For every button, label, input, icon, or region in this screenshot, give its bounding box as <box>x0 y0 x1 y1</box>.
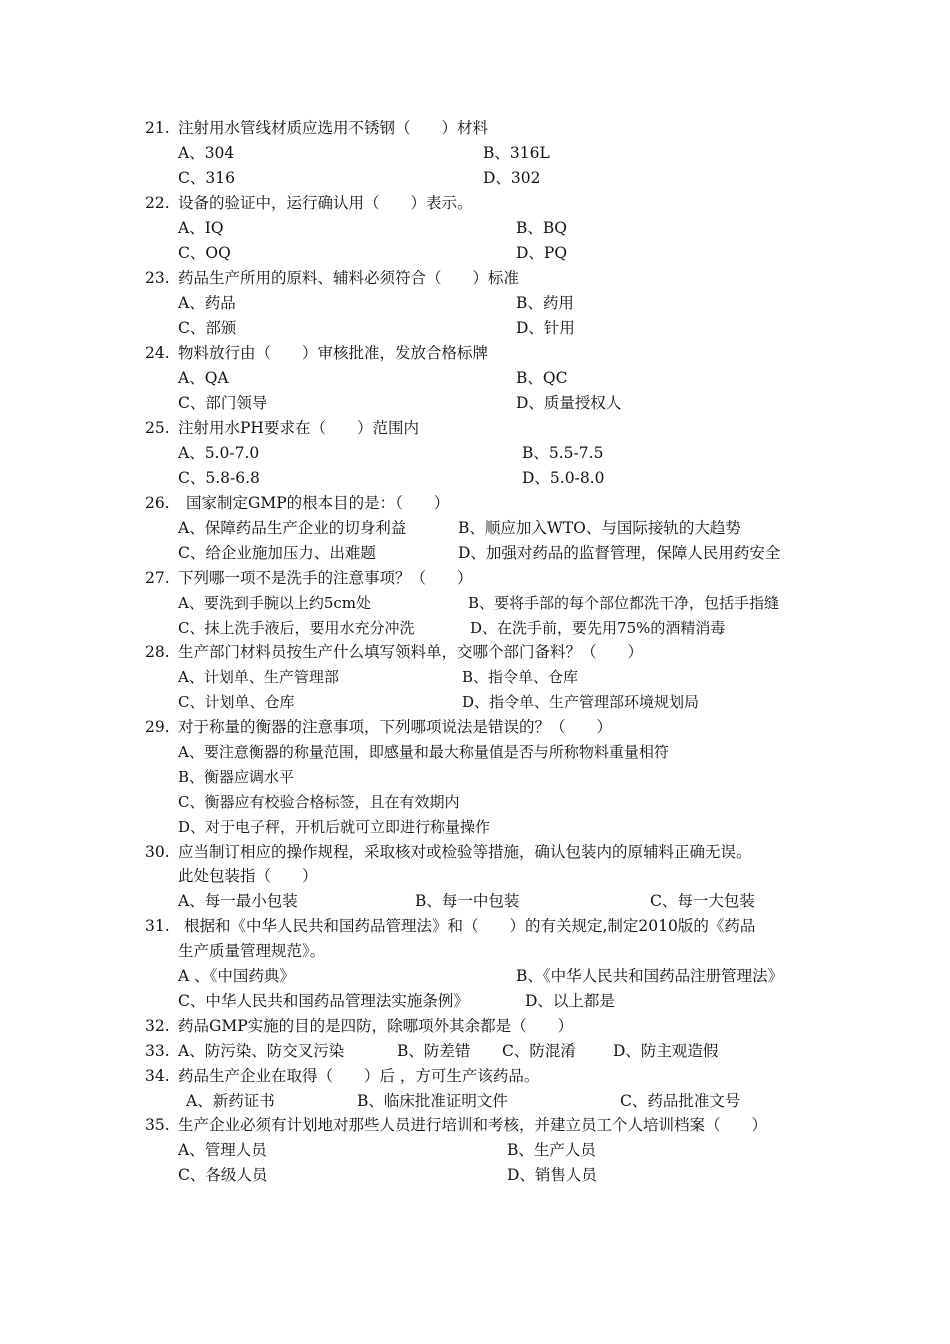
option-c: C、316 <box>178 169 235 187</box>
option-a: A、新药证书 <box>186 1092 275 1110</box>
question-text: 药品生产所用的原料、辅料必须符合（ ）标准 <box>178 269 520 287</box>
question-number: 30. <box>145 843 170 861</box>
option-b: B、临床批准证明文件 <box>357 1092 508 1110</box>
option-b: B、《中华人民共和国药品注册管理法》 <box>516 967 784 985</box>
option-b: B、316L <box>483 144 550 162</box>
option-d: D、5.0-8.0 <box>522 469 605 487</box>
option-d: D、以上都是 <box>525 992 615 1010</box>
option-c: C、每一大包装 <box>650 892 755 910</box>
question-text: 国家制定GMP的根本目的是：（ ） <box>186 494 450 512</box>
question-number: 23. <box>145 269 170 287</box>
question-number: 27. <box>145 569 170 587</box>
question-number: 32. <box>145 1017 170 1035</box>
option-b: B、要将手部的每个部位都洗干净，包括手指缝 <box>468 594 780 612</box>
question-text: 根据和《中华人民共和国药品管理法》和（ ）的有关规定,制定2010版的《药品 <box>184 917 756 935</box>
option-c: C、部门领导 <box>178 394 268 412</box>
option-c: C、防混淆 <box>502 1042 576 1060</box>
option-c: C、给企业施加压力、出难题 <box>178 544 376 562</box>
question-text: 应当制订相应的操作规程，采取核对或检验等措施，确认包装内的原辅料正确无误。 <box>178 843 752 861</box>
option-b: B、BQ <box>516 219 567 237</box>
question-text-continued: 此处包装指（ ） <box>178 867 318 885</box>
option-b: B、防差错 <box>397 1042 471 1060</box>
option-b: B、每一中包装 <box>415 892 520 910</box>
question-number: 24. <box>145 344 170 362</box>
question-number: 34. <box>145 1067 170 1085</box>
option-b: B、生产人员 <box>507 1141 596 1159</box>
option-a: A、防污染、防交叉污染 <box>178 1042 345 1060</box>
option-c: C、部颁 <box>178 319 237 337</box>
option-a: A、保障药品生产企业的切身利益 <box>178 519 407 537</box>
question-number: 29. <box>145 718 170 736</box>
option-a: A、QA <box>178 369 229 387</box>
question-number: 31. <box>145 917 170 935</box>
option-c: C、5.8-6.8 <box>178 469 260 487</box>
option-d: D、302 <box>483 169 541 187</box>
option-d: D、指令单、生产管理部环境规划局 <box>462 693 700 711</box>
option-b: B、指令单、仓库 <box>462 668 579 686</box>
option-c: C、各级人员 <box>178 1166 268 1184</box>
option-c: C、中华人民共和国药品管理法实施条例》 <box>178 992 469 1010</box>
question-text: 下列哪一项不是洗手的注意事项？（ ） <box>178 569 473 587</box>
option-d: D、在洗手前，要先用75%的酒精消毒 <box>470 619 726 637</box>
question-number: 22. <box>145 194 170 212</box>
question-text: 生产部门材料员按生产什么填写领料单，交哪个部门备料？（ ） <box>178 643 644 661</box>
question-text: 对于称量的衡器的注意事项，下列哪项说法是错误的？（ ） <box>178 718 613 736</box>
question-number: 25. <box>145 419 170 437</box>
option-a: A、每一最小包装 <box>178 892 298 910</box>
option-b: B、5.5-7.5 <box>522 444 604 462</box>
option-c: C、抹上洗手液后，要用水充分冲洗 <box>178 619 415 637</box>
option-d: D、质量授权人 <box>516 394 622 412</box>
question-number: 26. <box>145 494 170 512</box>
option-b: B、衡器应调水平 <box>178 768 295 786</box>
question-text: 药品生产企业在取得（ ）后 ，方可生产该药品。 <box>178 1067 540 1085</box>
question-text: 生产企业必须有计划地对那些人员进行培训和考核，并建立员工个人培训档案（ ） <box>178 1116 768 1134</box>
question-text: 物料放行由（ ）审核批准，发放合格标牌 <box>178 344 489 362</box>
question-text: 药品GMP实施的目的是四防，除哪项外其余都是（ ） <box>178 1017 574 1035</box>
option-d: D、加强对药品的监督管理，保障人民用药安全 <box>458 544 781 562</box>
option-a: A、304 <box>178 144 235 162</box>
option-a: A、要洗到手腕以上约5cm处 <box>178 594 372 612</box>
option-b: B、顺应加入WTO、与国际接轨的大趋势 <box>458 519 741 537</box>
option-d: D、销售人员 <box>507 1166 597 1184</box>
option-c: C、OQ <box>178 244 231 262</box>
question-text: 注射用水PH要求在（ ）范围内 <box>178 419 419 437</box>
option-c: C、药品批准文号 <box>620 1092 741 1110</box>
option-a: A、药品 <box>178 294 236 312</box>
option-d: D、对于电子秤，开机后就可立即进行称量操作 <box>178 818 491 836</box>
option-d: D、防主观造假 <box>613 1042 719 1060</box>
option-d: D、PQ <box>516 244 568 262</box>
question-text: 注射用水管线材质应选用不锈钢（ ）材料 <box>178 119 489 137</box>
option-b: B、QC <box>516 369 568 387</box>
option-d: D、针用 <box>516 319 575 337</box>
question-number: 35. <box>145 1116 170 1134</box>
option-a: A 、《中国药典》 <box>178 967 295 985</box>
option-a: A、要注意衡器的称量范围，即感量和最大称量值是否与所称物料重量相符 <box>178 743 669 761</box>
option-c: C、计划单、仓库 <box>178 693 295 711</box>
question-number: 21. <box>145 119 170 137</box>
option-a: A、管理人员 <box>178 1141 267 1159</box>
question-number: 33. <box>145 1042 170 1060</box>
option-c: C、衡器应有校验合格标签，且在有效期内 <box>178 793 460 811</box>
option-a: A、计划单、生产管理部 <box>178 668 339 686</box>
option-a: A、IQ <box>178 219 224 237</box>
question-text-continued: 生产质量管理规范》。 <box>178 942 326 960</box>
option-a: A、5.0-7.0 <box>178 444 260 462</box>
option-b: B、药用 <box>516 294 574 312</box>
question-text: 设备的验证中，运行确认用（ ）表示。 <box>178 194 473 212</box>
question-number: 28. <box>145 643 170 661</box>
